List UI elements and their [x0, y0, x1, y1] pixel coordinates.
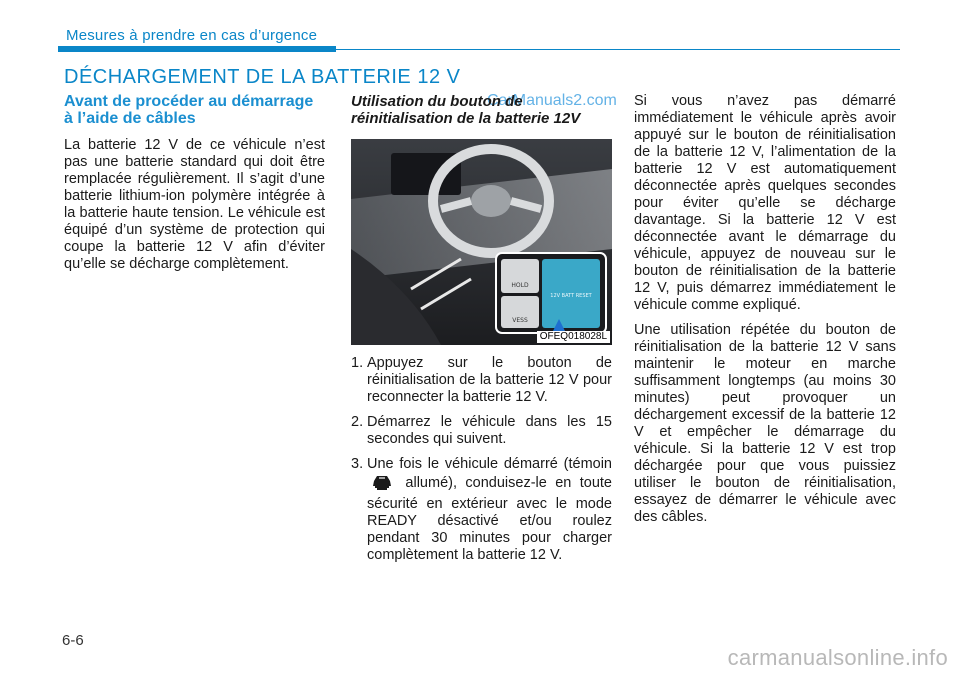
- car-ready-indicator-icon: [371, 473, 393, 496]
- watermark-bottom: carmanualsonline.info: [727, 645, 948, 670]
- step-text: Démarrez le véhicule dans les 15 secondes qui suivent.: [367, 414, 612, 447]
- steps-list: [351, 355, 612, 564]
- step-text: Appuyez sur le bouton de réinitialisation de la batterie 12 V pour reconnecter la batterie 12 V.: [367, 355, 612, 405]
- dashboard-illustration: [351, 139, 612, 345]
- watermark-top: CarManuals2.com: [487, 92, 617, 109]
- header-accent-bar: [58, 46, 336, 52]
- image-code: OFEQ018028L: [537, 331, 610, 343]
- step-item: [351, 456, 612, 564]
- step-text-before: Une fois le véhicule démarré (témoin: [367, 456, 612, 472]
- column-middle: [351, 93, 612, 572]
- subheading-before-jumpstart: Avant de procéder au démarrage à l’aide de câbles: [64, 93, 314, 127]
- reset-label: 12V BATT RESET: [550, 293, 592, 299]
- hold-label: HOLD: [511, 282, 529, 289]
- column-left: [64, 93, 325, 281]
- step-text-after: allumé), conduisez-le en toute sécurité en extérieur avec le mode READY désactivé et/ou roulez pendant 30 minutes pour charger complètement la batterie 12 V.: [367, 475, 613, 563]
- intro-paragraph: La batterie 12 V de ce véhicule n’est pas une batterie standard qui doit être remplacée régulièrement. Il s’agit d’une batterie lithium-ion polymère intégrée à la batterie haute tension. Le véhicule est équipé d’un système de protection qui coupe la batterie 12 V afin d’éviter qu’elle se décharge complètement.: [64, 137, 325, 272]
- page-title: DÉCHARGEMENT DE LA BATTERIE 12 V: [64, 66, 461, 88]
- page-number: 6-6: [62, 632, 84, 649]
- header-section-title: Mesures à prendre en cas d’urgence: [66, 27, 318, 44]
- vess-label: VESS: [512, 317, 528, 324]
- paragraph-repeated-use: Une utilisation répétée du bouton de réinitialisation de la batterie 12 V sans maintenir le moteur en marche suffisamment longtemps (au moins 30 minutes) peut provoquer un déchargement excessif de la batterie 12 V et empêcher le démarrage du véhicule. Si la batterie 12 V est trop déchargée pour que vous puissiez utiliser le bouton de réinitialisation, essayez de démarrer le véhicule avec des câbles.: [634, 322, 896, 525]
- step-item: [351, 414, 612, 448]
- step-number: 3.: [351, 456, 364, 472]
- paragraph-disconnect: Si vous n’avez pas démarré immédiatement le véhicule après avoir appuyé sur le bouton de réinitialisation de la batterie 12 V, l’alimentation de la batterie 12 V est automatiquement déconnectée après quelques secondes pour éviter qu’elle se décharge davantage. Si la batterie 12 V est déconnectée avant le démarrage du véhicule, appuyez de nouveau sur le bouton de réinitialisation de la batterie 12 V, puis démarrez immédiatement le véhicule comme expliqué.: [634, 93, 896, 313]
- step-item: [351, 355, 612, 406]
- step-number: 2.: [351, 414, 364, 430]
- step-text: [367, 456, 612, 564]
- step-number: 1.: [351, 355, 364, 371]
- subheading-reset-button: Utilisation du bouton de réinitialisation de la batterie 12V: [351, 93, 581, 127]
- column-right: [634, 93, 896, 534]
- dashboard-photo: [351, 139, 612, 345]
- header-rule: [336, 49, 900, 50]
